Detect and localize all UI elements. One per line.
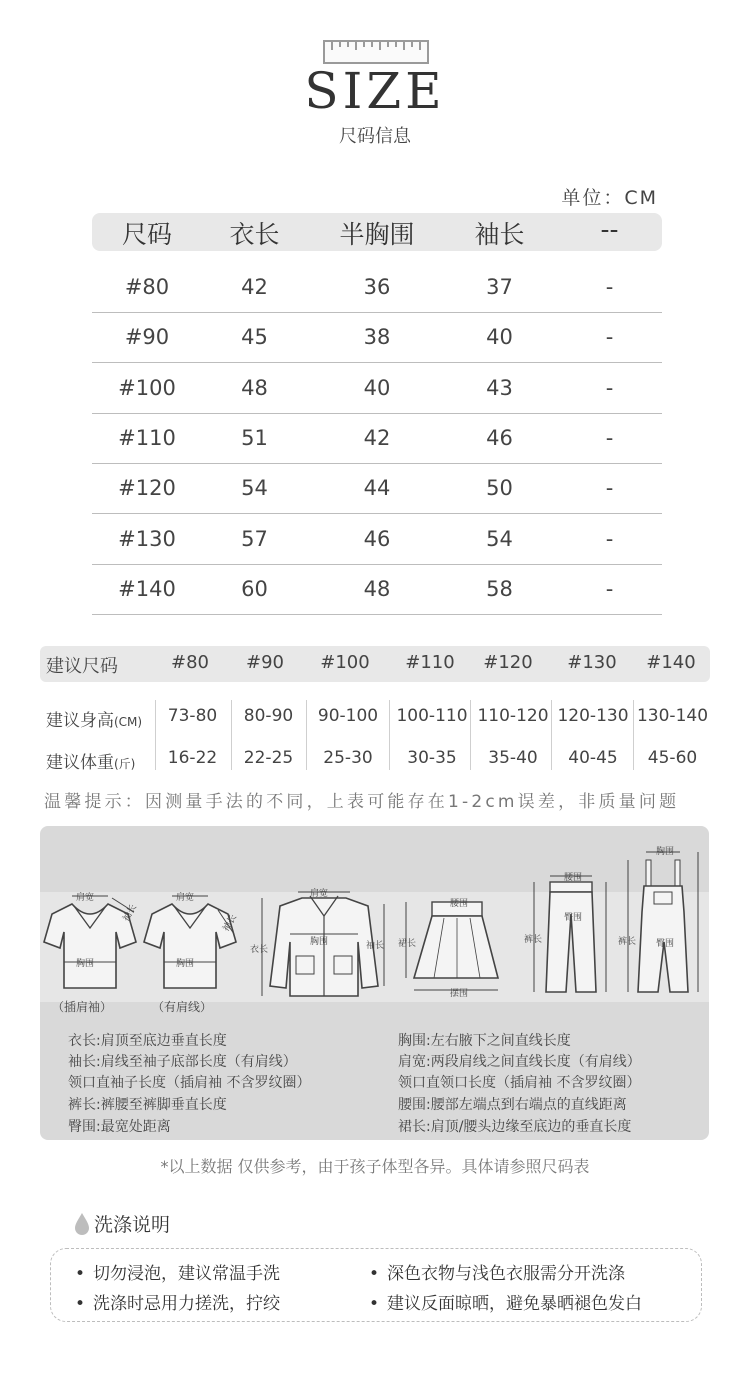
chest-label: 胸围 (76, 959, 95, 969)
tip-text: 温馨提示：因测量手法的不同，上表可能存在1-2cm误差，非质量问题 (44, 792, 680, 812)
sleeve-label: 袖长 (121, 902, 140, 924)
table-cell: 58 (486, 576, 513, 601)
table-cell: #130 (118, 526, 176, 551)
definition-item: 肩宽:两段肩线之间直线长度（有肩线） (398, 1054, 641, 1070)
suggest-size: #140 (646, 652, 696, 673)
table-cell: 45 (241, 325, 268, 350)
weight-value: 16-22 (167, 748, 218, 768)
waist-label: 腰围 (450, 899, 469, 909)
chest-label: 胸围 (310, 937, 329, 947)
shoulder-label: 肩宽 (76, 893, 95, 903)
size-table-header (92, 213, 662, 251)
header-cell: 衣长 (229, 220, 280, 249)
weight-row (40, 738, 710, 778)
table-cell: 46 (363, 526, 391, 551)
table-cell: #100 (118, 375, 176, 400)
divider (389, 700, 390, 770)
height-value: 130-140 (636, 706, 709, 726)
chest-label: 胸围 (176, 959, 195, 969)
page-subtitle: 尺码信息 (339, 126, 411, 147)
definition-item: 领口直领口长度（插肩袖 不含罗纹圈） (398, 1075, 641, 1091)
table-cell: - (605, 526, 614, 551)
table-row (92, 515, 662, 565)
table-cell: - (605, 476, 614, 501)
weight-value: 25-30 (323, 748, 373, 768)
table-cell: 54 (241, 476, 268, 501)
table-row (92, 414, 662, 464)
table-cell: - (605, 275, 614, 299)
header-cell: 袖长 (474, 220, 525, 249)
table-cell: 40 (486, 325, 513, 350)
table-cell: 42 (241, 275, 268, 299)
suggest-size: #120 (483, 652, 533, 673)
shoulder-label: 肩宽 (310, 889, 329, 899)
wash-item: • 切勿浸泡，建议常温手洗 (75, 1259, 280, 1284)
table-cell: 48 (363, 576, 391, 601)
definition-item: 胸围:左右腋下之间直线长度 (398, 1033, 571, 1049)
table-cell: 38 (363, 325, 391, 350)
height-value: 73-80 (167, 706, 218, 726)
sleeve-label: 袖长 (221, 912, 240, 934)
weight-value: 22-25 (243, 748, 294, 768)
height-value: 100-110 (396, 706, 468, 726)
caption-raglan: （插肩袖） (52, 1000, 113, 1014)
table-cell: 54 (486, 526, 513, 551)
height-label: 建议身高(CM) (46, 711, 143, 731)
waist-label: 腰围 (564, 873, 583, 883)
table-cell: 50 (486, 476, 513, 501)
definition-item: 裙长:肩顶/腰头边缘至底边的垂直长度 (398, 1119, 632, 1135)
body-length-label: 衣长 (250, 945, 269, 955)
table-cell: #80 (124, 275, 170, 299)
divider (306, 700, 307, 770)
chest-label: 胸围 (656, 847, 675, 857)
wash-item: • 洗涤时忌用力搓洗，拧绞 (75, 1289, 280, 1314)
divider (633, 700, 634, 770)
suggest-table-header (40, 646, 710, 682)
height-row (40, 700, 710, 740)
wash-instructions (50, 1248, 702, 1322)
table-cell: #120 (118, 476, 176, 501)
table-row (92, 565, 662, 615)
table-cell: #140 (118, 576, 176, 601)
table-row (92, 263, 662, 313)
weight-label: 建议体重(斤) (46, 753, 136, 773)
hip-label: 臀围 (564, 913, 583, 923)
definition-item: 袖长:肩线至袖子底部长度（有肩线） (68, 1054, 297, 1070)
overalls-icon (620, 842, 706, 996)
table-row (92, 364, 662, 414)
table-cell: 57 (241, 526, 268, 551)
height-value: 120-130 (557, 706, 629, 726)
wash-item: • 深色衣物与浅色衣服需分开洗涤 (369, 1259, 625, 1284)
table-cell: #90 (124, 325, 170, 350)
table-cell: 60 (241, 576, 268, 601)
table-cell: 43 (486, 375, 513, 400)
table-row (92, 464, 662, 514)
table-cell: 37 (486, 275, 513, 299)
suggest-size: #100 (320, 652, 370, 673)
reference-note: *以上数据 仅供参考，由于孩子体型各异。具体请参照尺码表 (160, 1157, 590, 1176)
weight-value: 35-40 (488, 748, 538, 768)
header-cell: -- (600, 215, 619, 244)
ruler-icon (323, 40, 429, 64)
table-cell: 46 (486, 425, 513, 450)
sleeve-label: 袖长 (366, 941, 385, 951)
table-cell: #110 (118, 425, 176, 450)
pants-length-label: 裤长 (618, 937, 637, 947)
suggest-size: #90 (246, 652, 284, 673)
table-cell: 44 (363, 476, 391, 501)
wash-item: • 建议反面晾晒，避免暴晒褪色发白 (369, 1289, 642, 1314)
caption-shoulder: （有肩线） (152, 1000, 213, 1014)
definition-item: 裤长:裤腰至裤脚垂直长度 (68, 1097, 227, 1113)
suggest-size: #110 (405, 652, 455, 673)
height-value: 110-120 (477, 706, 549, 726)
divider (155, 700, 156, 770)
definition-item: 腰围:腰部左端点到右端点的直线距离 (398, 1097, 627, 1113)
height-value: 80-90 (243, 706, 294, 726)
weight-value: 45-60 (647, 748, 698, 768)
table-cell: - (605, 576, 614, 601)
header-cell: 尺码 (121, 220, 172, 249)
shoulder-label: 肩宽 (176, 893, 195, 903)
table-cell: 48 (241, 375, 268, 400)
table-cell: 40 (363, 375, 391, 400)
height-value: 90-100 (317, 706, 379, 726)
suggest-label: 建议尺码 (46, 656, 118, 677)
table-cell: 42 (363, 425, 391, 450)
weight-value: 30-35 (407, 748, 457, 768)
definition-item: 臀围:最宽处距离 (68, 1119, 171, 1135)
table-cell: - (605, 325, 614, 350)
unit-label: 单位：CM (561, 187, 658, 209)
header-cell: 半胸围 (339, 220, 415, 249)
pants-length-label: 裤长 (524, 935, 543, 945)
divider (551, 700, 552, 770)
weight-value: 40-45 (568, 748, 618, 768)
table-cell: - (605, 375, 614, 400)
wash-title: 洗涤说明 (94, 1214, 171, 1236)
divider (470, 700, 471, 770)
divider (231, 700, 232, 770)
measurement-panel (40, 826, 709, 1140)
definition-item: 衣长:肩顶至底边垂直长度 (68, 1033, 227, 1049)
hip-label: 臀围 (656, 939, 675, 949)
definition-item: 领口直袖子长度（插肩袖 不含罗纹圈） (68, 1075, 311, 1091)
table-cell: 36 (363, 275, 391, 299)
page-title: SIZE (304, 62, 446, 120)
suggest-size: #130 (567, 652, 617, 673)
table-cell: - (605, 425, 614, 450)
hem-label: 摆围 (450, 989, 469, 999)
table-row (92, 313, 662, 363)
table-cell: 51 (241, 425, 268, 450)
water-drop-icon (72, 1212, 92, 1236)
skirt-length-label: 裙长 (398, 939, 417, 949)
suggest-size: #80 (171, 652, 209, 673)
